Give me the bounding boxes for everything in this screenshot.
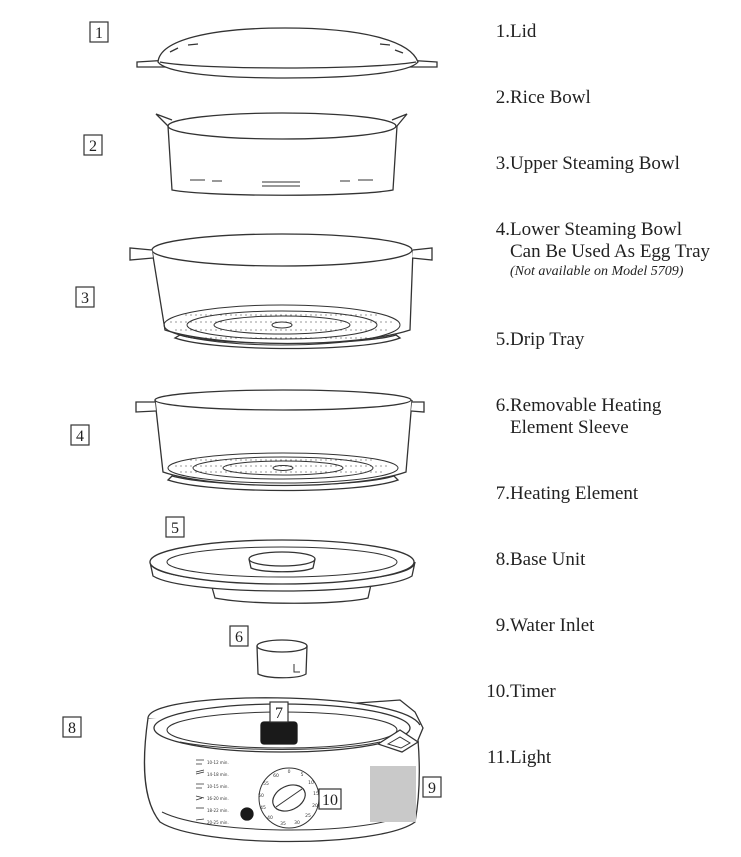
part-item-rice-bowl <box>470 87 591 109</box>
part-item-lower-steaming-bowl <box>470 219 711 279</box>
part-item-heating-element <box>470 483 639 505</box>
callout-7-label: 7 <box>275 705 283 722</box>
dial-tick-label: 30 <box>294 821 300 826</box>
part-label: Base Unit <box>510 549 586 570</box>
callout-4-label: 4 <box>76 428 84 445</box>
part-label: Lid <box>510 21 537 42</box>
part-number: 8. <box>495 549 510 570</box>
upper-steaming-bowl-illustration <box>130 234 432 349</box>
part-number: 3. <box>495 153 510 174</box>
part-label-line2: Can Be Used As Egg Tray <box>510 241 711 262</box>
cooking-guide-item: 10-15 min. <box>207 784 229 789</box>
part-item-upper-steaming-bowl <box>470 153 680 175</box>
cooking-guide-item: 18-22 min. <box>207 808 229 813</box>
part-label: Water Inlet <box>510 615 595 636</box>
dial-tick-label: 25 <box>305 814 311 819</box>
callout-1-label: 1 <box>95 25 103 42</box>
callout-9-label: 9 <box>428 780 436 797</box>
heating-sleeve-illustration <box>257 640 307 678</box>
part-label: Light <box>510 747 552 768</box>
part-item-heating-sleeve <box>470 395 662 438</box>
dial-tick-label: 0 <box>287 770 291 775</box>
part-label: Timer <box>510 681 556 702</box>
dial-tick-label: 50 <box>258 794 264 799</box>
dial-tick-label: 35 <box>280 822 286 827</box>
callout-8-label: 8 <box>68 720 76 737</box>
drip-tray-illustration <box>150 540 415 603</box>
lower-steaming-bowl-illustration <box>136 390 424 491</box>
part-number: 4. <box>495 219 510 240</box>
cooking-guide-item: 10-12 min. <box>207 760 229 765</box>
part-item-timer <box>470 681 556 703</box>
part-label: Lower Steaming Bowl <box>510 219 683 240</box>
dial-tick-label: 45 <box>260 806 266 811</box>
dial-tick-label: 5 <box>300 773 304 778</box>
callout-6-label: 6 <box>235 629 243 646</box>
callout-3-label: 3 <box>81 290 89 307</box>
part-number: 7. <box>495 483 510 504</box>
part-item-base-unit <box>470 549 586 571</box>
part-item-water-inlet <box>470 615 595 637</box>
dial-tick-label: 40 <box>267 816 273 821</box>
part-label: Heating Element <box>510 483 639 504</box>
part-number: 6. <box>495 395 510 416</box>
part-label: Removable Heating <box>510 395 662 416</box>
part-number: 5. <box>495 329 510 350</box>
part-number: 9. <box>495 615 510 636</box>
part-label: Upper Steaming Bowl <box>510 153 680 174</box>
part-label: Drip Tray <box>510 329 585 350</box>
part-number: 1. <box>495 21 510 42</box>
cooking-guide-item: 14-18 min. <box>207 772 229 777</box>
part-label-line2: Element Sleeve <box>510 417 629 438</box>
part-number: 2. <box>495 87 510 108</box>
part-label: Rice Bowl <box>510 87 591 108</box>
lid-illustration <box>137 28 437 78</box>
callout-5-label: 5 <box>171 520 179 537</box>
dial-tick-label: 15 <box>313 792 319 797</box>
dial-tick-label: 55 <box>263 782 269 787</box>
part-item-light <box>470 747 552 769</box>
callout-2-label: 2 <box>89 138 97 155</box>
dial-tick-label: 10 <box>308 781 314 786</box>
callout-10-label: 10 <box>322 792 338 809</box>
part-note: (Not available on Model 5709) <box>510 264 684 279</box>
dial-tick-label: 20 <box>312 804 318 809</box>
cooking-guide-item: 16-20 min. <box>207 796 229 801</box>
part-number: 10. <box>486 681 510 702</box>
dial-tick-label: 60 <box>273 774 279 779</box>
part-item-lid <box>470 21 537 43</box>
part-item-drip-tray <box>470 329 585 351</box>
rice-bowl-illustration <box>156 113 407 195</box>
cooking-guide-item: 20-25 min. <box>207 820 229 825</box>
part-number: 11. <box>486 747 510 768</box>
